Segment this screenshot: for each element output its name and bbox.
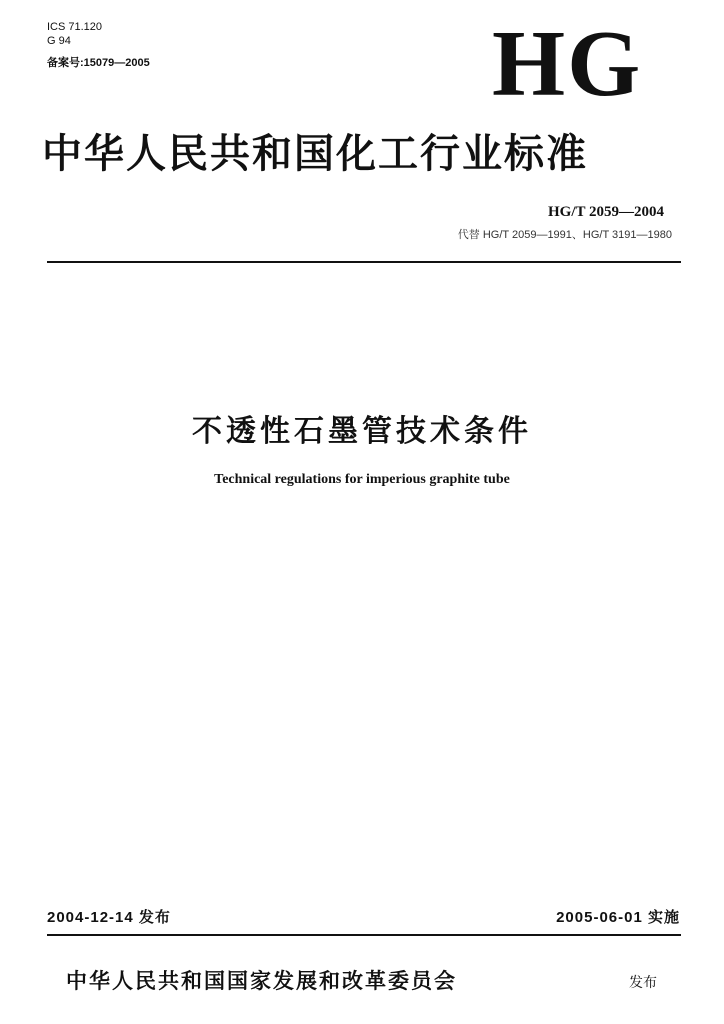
hg-logo: HG xyxy=(492,12,643,116)
top-divider xyxy=(47,261,681,263)
replaces-note: 代替 HG/T 2059—1991、HG/T 3191—1980 xyxy=(457,229,672,241)
ccs-code: G 94 xyxy=(47,35,71,47)
standard-number: HG/T 2059—2004 xyxy=(548,204,664,220)
issue-action-label: 发布 xyxy=(629,974,657,990)
filing-number: 备案号:15079—2005 xyxy=(47,57,150,69)
ics-code: ICS 71.120 xyxy=(47,21,103,33)
issuing-authority: 中华人民共和国国家发展和改革委员会 xyxy=(66,969,457,993)
standard-class-heading: 中华人民共和国化工行业标准 xyxy=(42,131,588,176)
title-english: Technical regulations for imperious graphite tube xyxy=(214,472,510,487)
issue-date: 2004-12-14 发布 xyxy=(47,909,171,926)
effective-date: 2005-06-01 实施 xyxy=(556,909,680,926)
bottom-divider xyxy=(47,934,681,936)
title-chinese: 不透性石墨管技术条件 xyxy=(192,415,532,448)
